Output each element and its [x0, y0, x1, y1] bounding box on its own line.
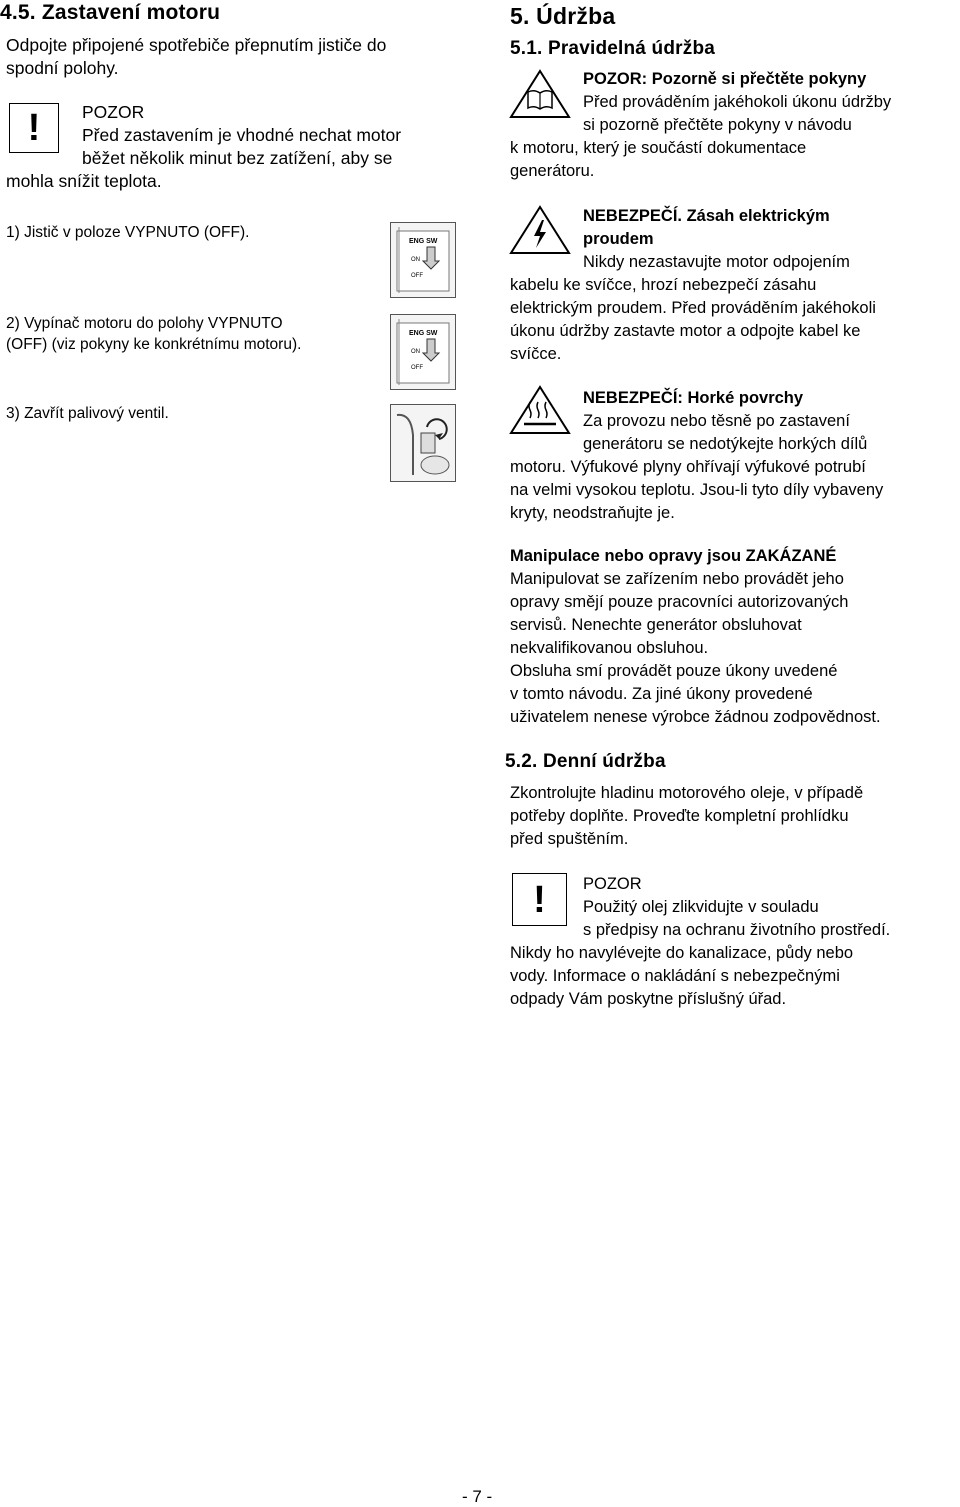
engine-switch-image-2 [390, 314, 456, 390]
warning-oil-line-4: vody. Informace o nakládání s nebezpečnými [510, 967, 840, 985]
warning-line-2: běžet několik minut bez zatížení, aby se [82, 148, 393, 168]
prohibited-title: Manipulace nebo opravy jsou ZAKÁZANÉ [510, 547, 837, 565]
off-label: OFF [411, 273, 423, 279]
eng-sw-label: ENG SW [409, 238, 438, 245]
warning-line-3: mohla snížit teplota. [6, 171, 162, 191]
danger-hot-line-4: na velmi vysokou teplotu. Jsou-li tyto díly vybaveny [510, 481, 884, 499]
subsection-title-regular: 5.1. Pravidelná údržba [510, 38, 716, 59]
intro-line-1: Odpojte připojené spotřebiče přepnutím jističe do [6, 35, 387, 55]
warning-oil-line-1: Použitý olej zlikvidujte v souladu [583, 898, 819, 916]
warning-oil-title: POZOR [583, 875, 642, 893]
engine-switch-drawing [391, 315, 455, 389]
danger-hot-line-1: Za provozu nebo těsně po zastavení [583, 412, 850, 430]
step-2-line-1: 2) Vypínač motoru do polohy VYPNUTO [6, 315, 283, 332]
daily-line-1: Zkontrolujte hladinu motorového oleje, v případě [510, 784, 864, 802]
prohibited-line-5: Obsluha smí provádět pouze úkony uvedené [510, 662, 838, 680]
off-label: OFF [411, 365, 423, 371]
danger-electric-line-1: Nikdy nezastavujte motor odpojením [583, 253, 850, 271]
step-2-line-2: (OFF) (viz pokyny ke konkrétnímu motoru). [6, 336, 302, 353]
danger-hot-line-5: kryty, neodstraňujte je. [510, 504, 675, 522]
fuel-valve-drawing [391, 405, 455, 481]
danger-electric-line-5: svíčce. [510, 345, 562, 363]
notice-read-line-4: generátoru. [510, 162, 595, 180]
prohibited-line-6: v tomto návodu. Za jiné úkony provedené [510, 685, 813, 703]
hot-surface-icon [508, 384, 572, 436]
warning-line-1: Před zastavením je vhodné nechat motor [82, 125, 402, 145]
exclamation-icon: ! [512, 873, 567, 926]
prohibited-line-1: Manipulovat se zařízením nebo provádět jeho [510, 570, 844, 588]
prohibited-line-7: uživatelem nenese výrobce žádnou zodpovědnost. [510, 708, 881, 726]
prohibited-line-3: servisů. Nenechte generátor obsluhovat [510, 616, 802, 634]
eng-sw-label: ENG SW [409, 330, 438, 337]
danger-hot-line-3: motoru. Výfukové plyny ohřívají výfukové potrubí [510, 458, 866, 476]
book-icon [508, 68, 572, 120]
danger-electric-line-3: elektrickým proudem. Před prováděním jakéhokoli [510, 299, 876, 317]
on-label: ON [411, 349, 420, 355]
fuel-valve-image [390, 404, 456, 482]
section-title-maintenance: 5. Údržba [510, 3, 616, 29]
step-1: 1) Jistič v poloze VYPNUTO (OFF). [6, 224, 250, 241]
notice-read-line-2: si pozorně přečtěte pokyny v návodu [583, 116, 852, 134]
exclamation-icon: ! [9, 103, 59, 153]
danger-electric-title-2: proudem [583, 230, 654, 248]
prohibited-line-2: opravy smějí pouze pracovníci autorizovaných [510, 593, 849, 611]
daily-line-3: před spuštěním. [510, 830, 629, 848]
engine-switch-drawing [391, 223, 455, 297]
notice-read-line-3: k motoru, který je součástí dokumentace [510, 139, 807, 157]
danger-hot-line-2: generátoru se nedotýkejte horkých dílů [583, 435, 868, 453]
warning-oil-line-5: odpady Vám poskytne příslušný úřad. [510, 990, 787, 1008]
danger-electric-line-4: úkonu údržby zastavte motor a odpojte kabel ke [510, 322, 861, 340]
on-label: ON [411, 257, 420, 263]
notice-read-title: POZOR: Pozorně si přečtěte pokyny [583, 70, 867, 88]
step-3: 3) Zavřít palivový ventil. [6, 405, 169, 422]
warning-oil-line-3: Nikdy ho navylévejte do kanalizace, půdy nebo [510, 944, 854, 962]
danger-electric-title-1: NEBEZPEČÍ. Zásah elektrickým [583, 207, 830, 225]
electric-hazard-icon [508, 204, 572, 256]
danger-hot-title: NEBEZPEČÍ: Horké povrchy [583, 389, 804, 407]
page-number: - 7 - [462, 1487, 493, 1506]
prohibited-line-4: nekvalifikovanou obsluhou. [510, 639, 709, 657]
intro-line-2: spodní polohy. [6, 58, 119, 78]
daily-line-2: potřeby doplňte. Proveďte kompletní prohlídku [510, 807, 849, 825]
danger-electric-line-2: kabelu ke svíčce, hrozí nebezpečí zásahu [510, 276, 817, 294]
engine-switch-image-1 [390, 222, 456, 298]
section-title-stopping: 4.5. Zastavení motoru [0, 1, 221, 24]
notice-read-line-1: Před prováděním jakéhokoli úkonu údržby [583, 93, 892, 111]
warning-oil-line-2: s předpisy na ochranu životního prostředí. [583, 921, 891, 939]
subsection-title-daily: 5.2. Denní údržba [505, 751, 666, 772]
warning-title: POZOR [82, 102, 145, 122]
